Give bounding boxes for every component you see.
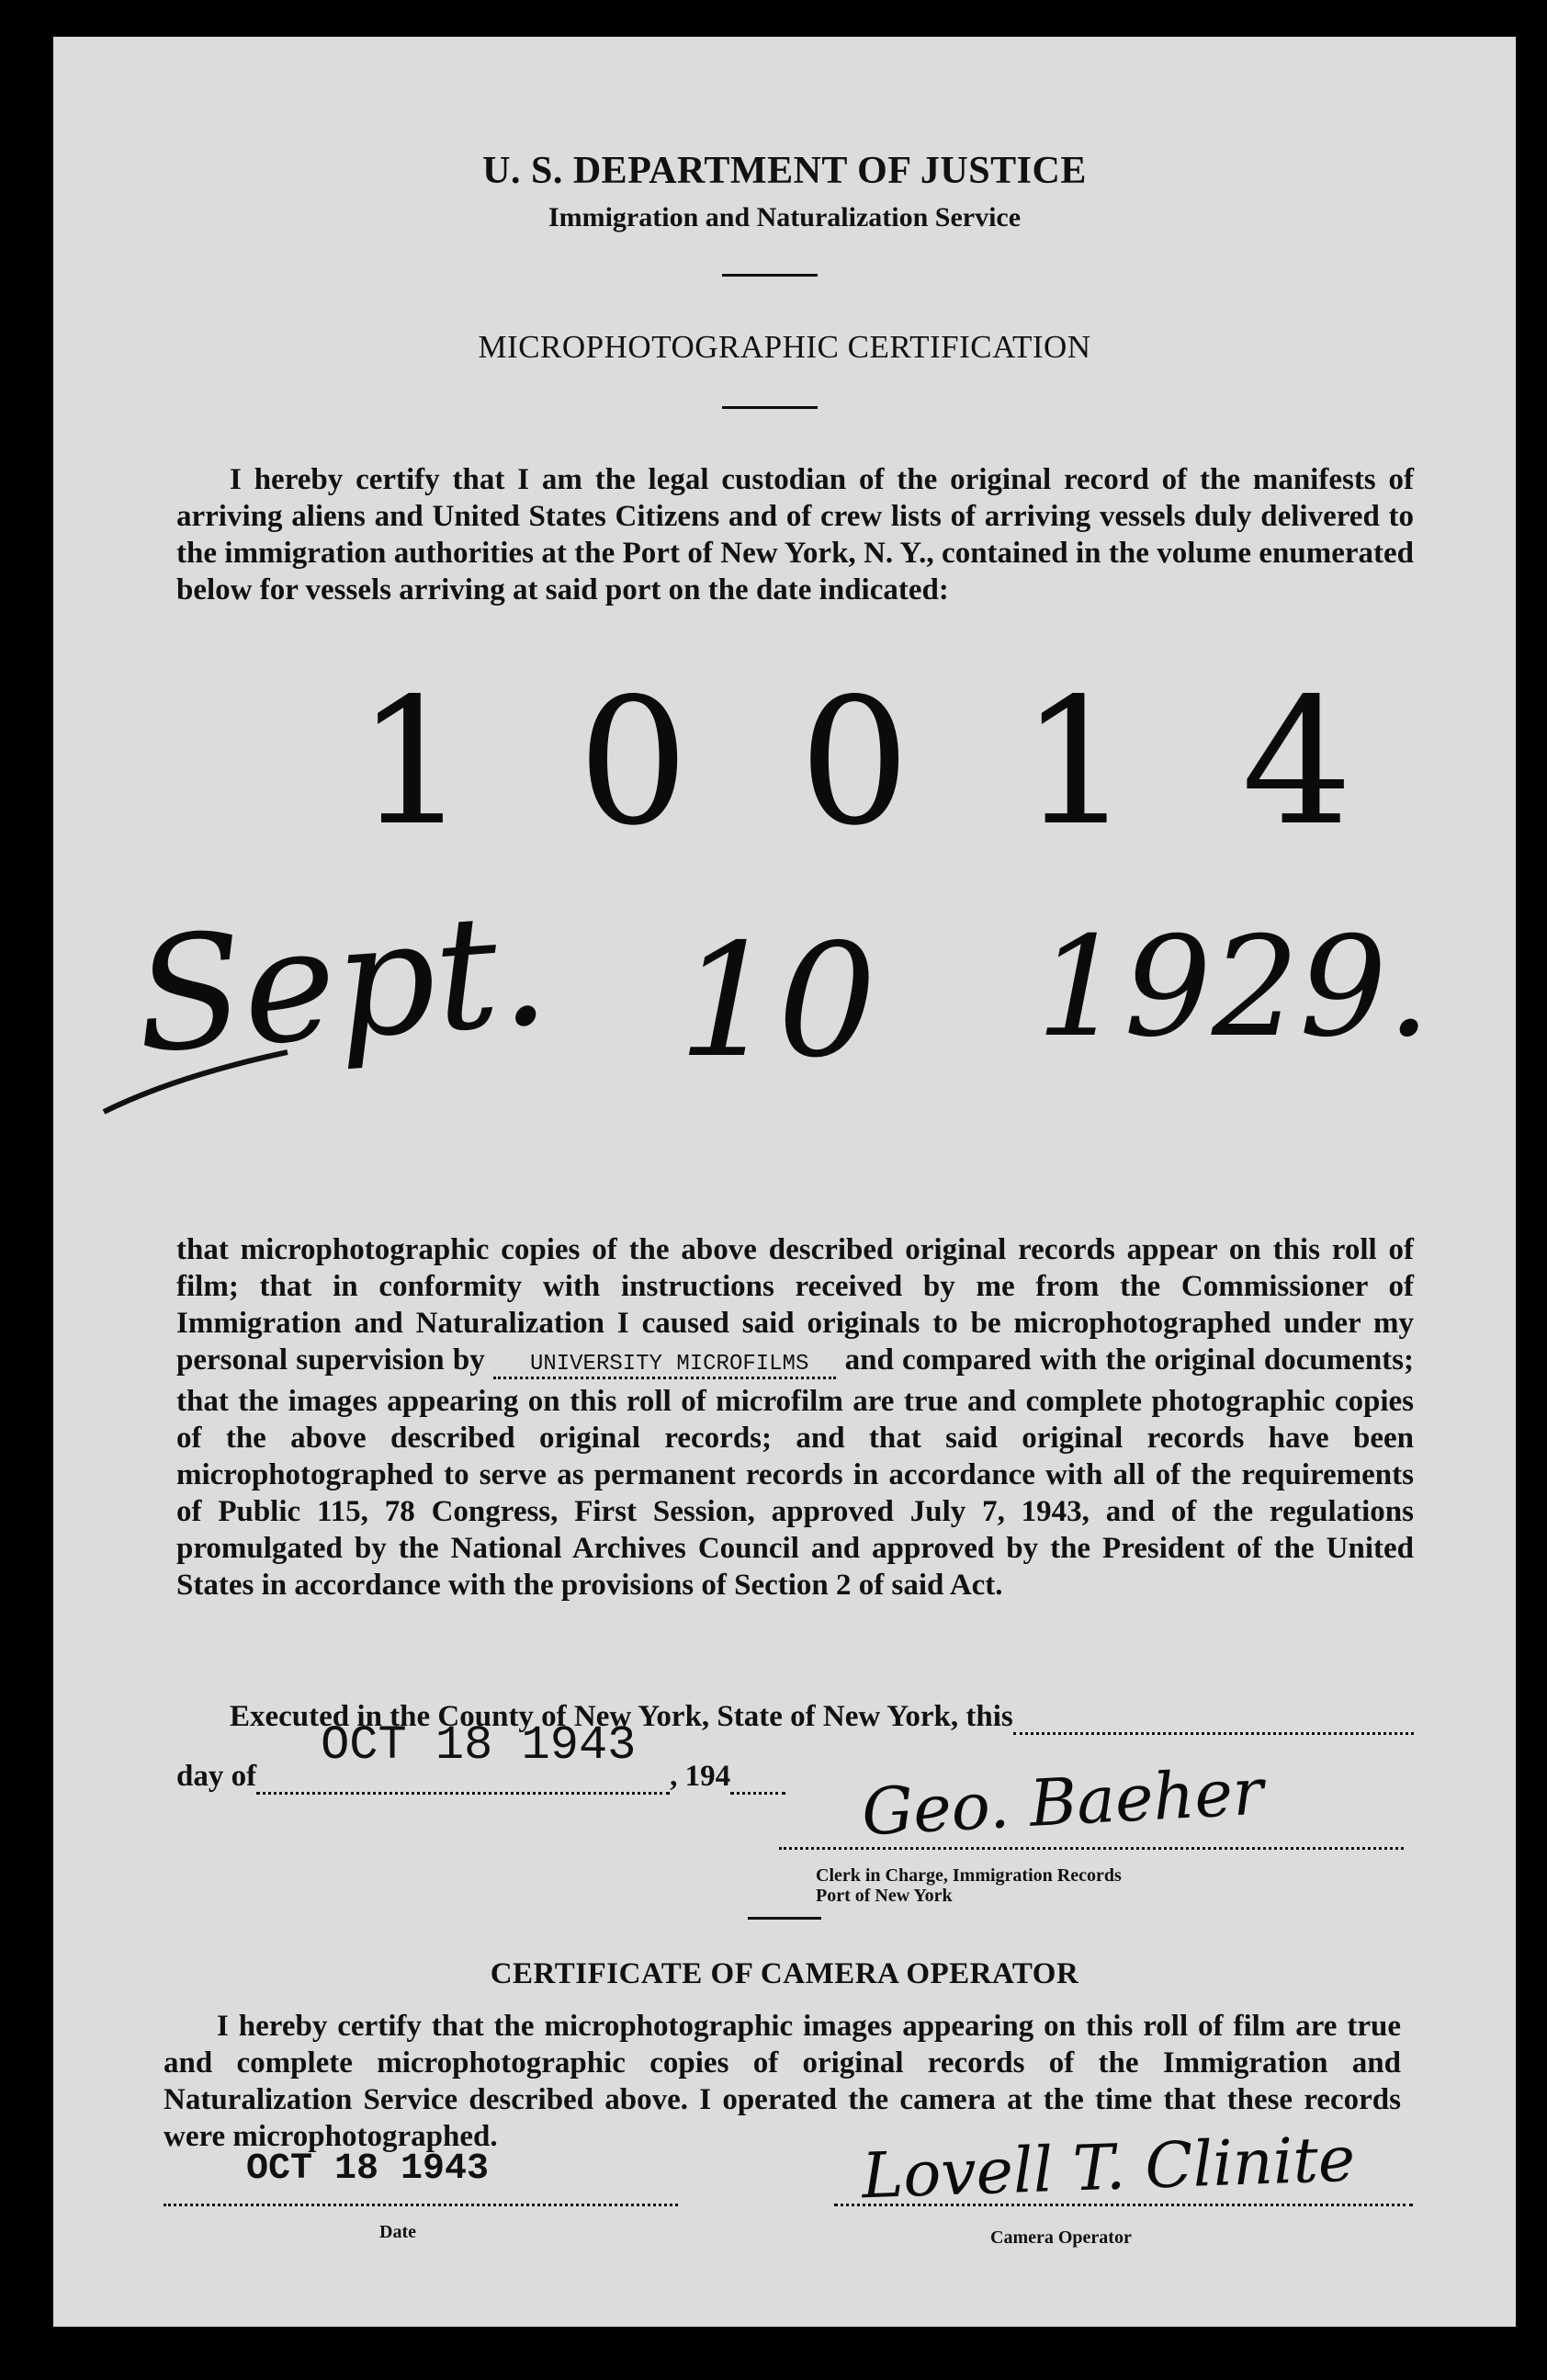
operator-label: Camera Operator (990, 2227, 1132, 2248)
document-title: MICROPHOTOGRAPHIC CERTIFICATION (478, 329, 1091, 365)
clerk-signature: Geo. Baeher (860, 1753, 1266, 1851)
year-blank (730, 1766, 785, 1795)
department-heading: U. S. DEPARTMENT OF JUSTICE (482, 150, 1087, 192)
operator-signature: Lovell T. Clinite (860, 2123, 1357, 2214)
body-paragraph: that microphotographic copies of the above described original records appear on this roll of film; that in conformity with instructions received by me from the Commissioner of Immigration and Naturalization I caused said originals to be microphotographed under my personal supervision by UNIVERSITY MICROFILMS and compared with the original documents; that the images appearing on this roll of microfilm are true and complete photographic copies of the above described original records; and that said original records have been microphotographed to serve as permanent records in accordance with all of the requirements of Public 115, 78 Congress, First Session, approved July 7, 1943, and of the regulations promulgated by the National Archives Council and approved by the President of the United States in accordance with the provisions of Section 2 of said Act. (176, 1233, 1415, 1602)
handwritten-month: Sept. (130, 878, 554, 1089)
day-of-line: day of OCT 18 1943 , 194 (176, 1755, 875, 1795)
operator-signature-line (834, 2204, 1413, 2206)
certificate-page (53, 37, 1516, 2327)
handwritten-volume-number: 10014 (356, 661, 1463, 864)
executed-blank (1013, 1706, 1414, 1735)
date-stamp: OCT 18 1943 (321, 1718, 637, 1773)
executed-line: Executed in the County of New York, State of New York, this (176, 1698, 1414, 1735)
date-label: Date (379, 2222, 416, 2242)
filler-company: UNIVERSITY MICROFILMS (493, 1352, 836, 1379)
camera-cert-title: CERTIFICATE OF CAMERA OPERATOR (490, 1957, 1079, 1990)
divider (722, 274, 818, 277)
handwritten-day: 10 (678, 911, 877, 1093)
handwritten-year: 1929. (1036, 908, 1431, 1068)
handwritten-flourish (95, 1048, 297, 1121)
divider (722, 406, 818, 409)
intro-paragraph: I hereby certify that I am the legal custodian of the original record of the manifests of arriving aliens and United States Citizens and of crew lists of arriving vessels duly delivered to the immigration authorities at the Port of New York, N. Y., contained in the volume enumerated below for vessels arriving at said port on the date indicated: (176, 463, 1414, 606)
service-subheading: Immigration and Naturalization Service (548, 202, 1022, 232)
clerk-title: Clerk in Charge, Immigration Records Port of New York (816, 1865, 1122, 1906)
clerk-signature-line (779, 1847, 1404, 1850)
camera-cert-paragraph: I hereby certify that the microphotographic images appearing on this roll of film are true and complete microphotographic copies of original records of the Immigration and Naturalization Service described above. I operated the camera at the time that these records were microphotographed. (164, 2010, 1401, 2153)
camera-date-stamp: OCT 18 1943 (246, 2148, 490, 2190)
divider (748, 1917, 821, 1920)
date-line (164, 2204, 678, 2206)
